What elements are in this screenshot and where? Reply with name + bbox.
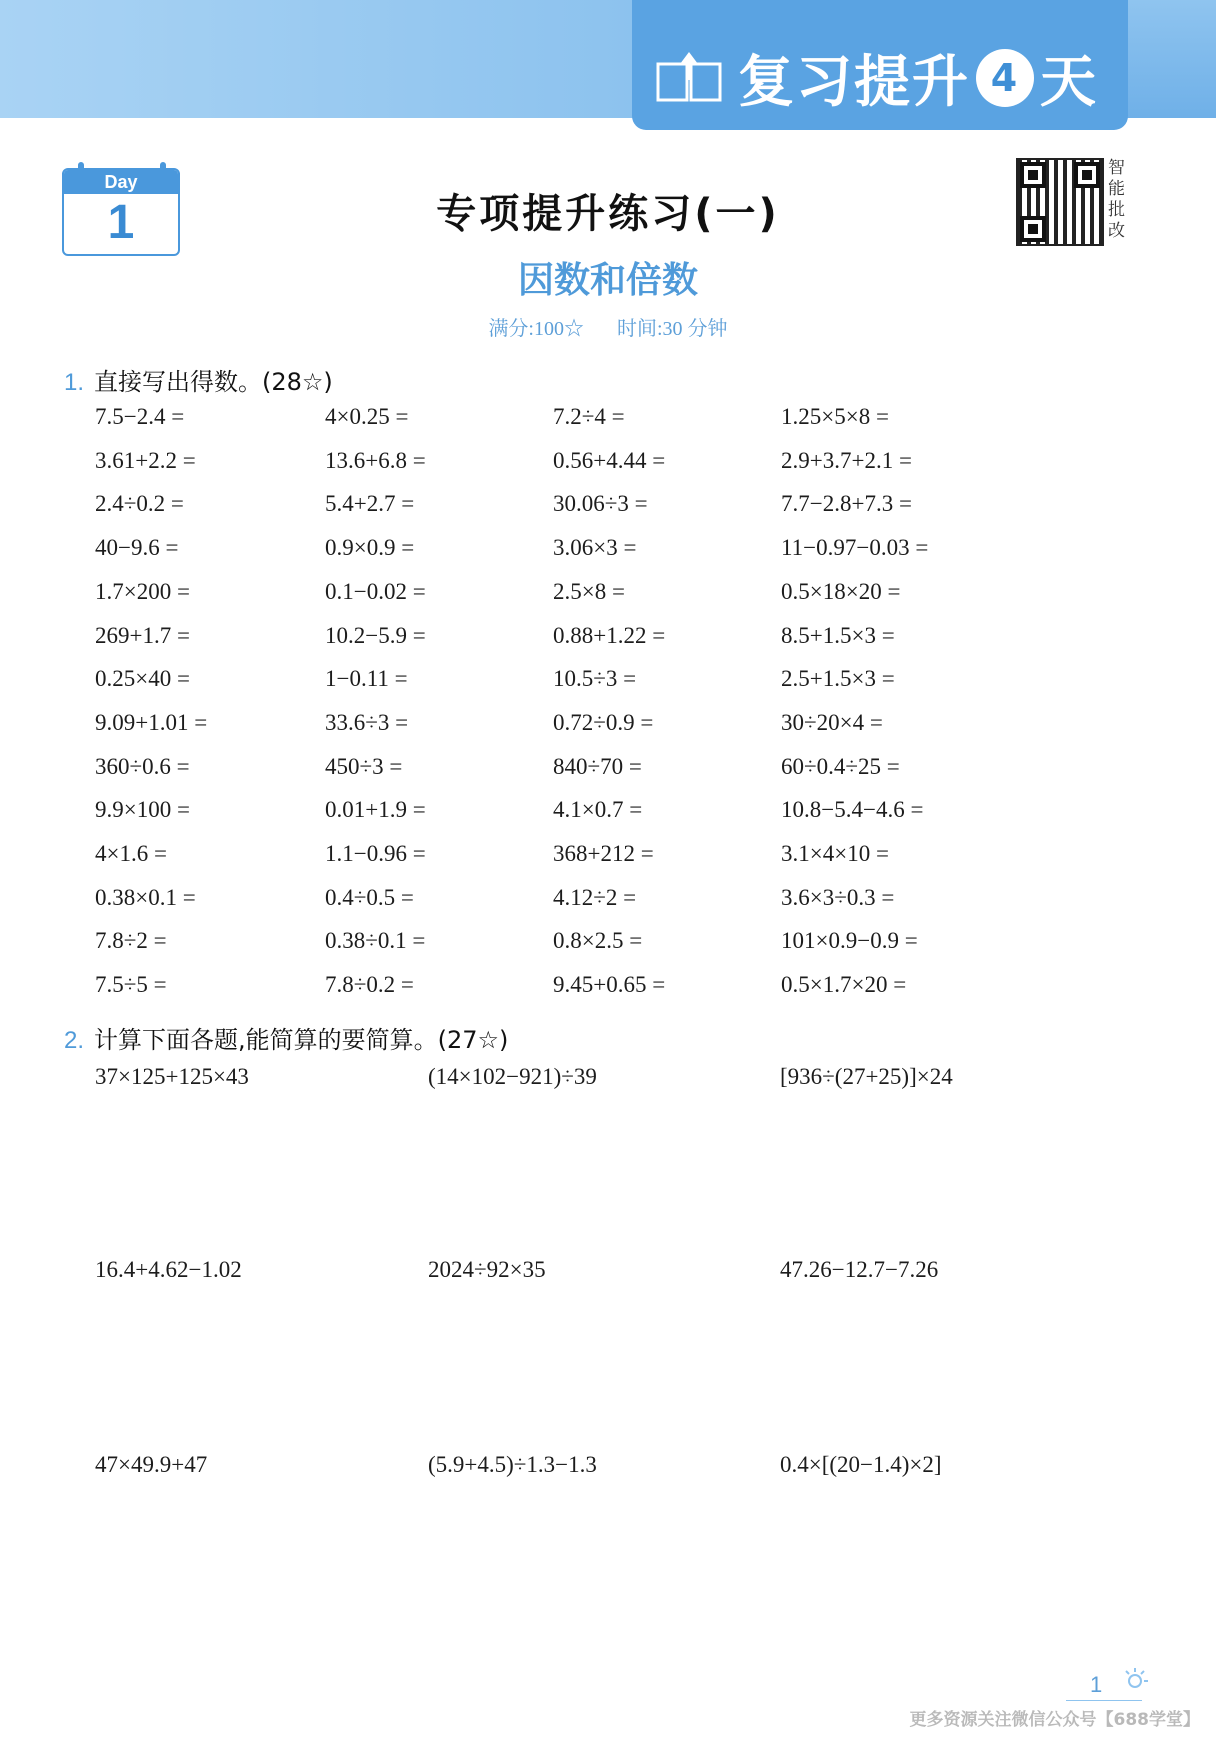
section-2-heading [64,1020,508,1055]
page-title: 专项提升练习(一) [436,191,780,237]
day-label: Day [64,170,178,194]
section-1-number: 1. [64,369,85,396]
section-2-title: 计算下面各题,能简算的要简算。(27☆) [94,1026,509,1054]
calc-problem: 16.4+4.62−1.02 [95,1257,242,1282]
calc-item: 3.61+2.2 = [95,447,196,473]
calc-item: 4.1×0.7 = [553,797,643,823]
calc-item: 2.5×8 = [553,578,625,604]
calc-item: 33.6÷3 = [325,709,409,735]
calc-problem: (14×102−921)÷39 [428,1064,597,1089]
calc-item: 840÷70 = [553,753,642,779]
calc-item: 3.06×3 = [553,535,637,561]
calc-row [95,448,1095,488]
calc-item: 101×0.9−0.9 = [781,928,918,954]
calc-item: 8.5+1.5×3 = [781,622,895,648]
calc-item: 9.09+1.01 = [95,709,208,735]
calc-item: 7.5÷5 = [95,972,167,998]
open-book-icon [654,50,724,106]
calc-problem: 2024÷92×35 [428,1257,546,1282]
calc-problem: (5.9+4.5)÷1.3−1.3 [428,1452,597,1477]
calc-problem: 47×49.9+47 [95,1452,208,1477]
section-1-title: 直接写出得数。(28☆) [94,368,333,396]
calc-item: 10.2−5.9 = [325,622,426,648]
calc-item: 0.72÷0.9 = [553,709,654,735]
calc-item: 40−9.6 = [95,535,179,561]
banner-title-text: 复习提升 [738,50,970,115]
banner-day-count: 4 [976,49,1034,107]
banner-title-suffix: 天 [1040,50,1098,115]
top-banner-left [0,0,640,118]
calc-item: 13.6+6.8 = [325,447,426,473]
day-number: 1 [107,196,135,249]
calc-row [95,928,1095,968]
section-2-number: 2. [64,1027,85,1054]
calc-item: 0.4÷0.5 = [325,884,414,910]
calc-item: 0.25×40 = [95,666,190,692]
calc-item: 4×1.6 = [95,841,167,866]
calc-item: 2.9+3.7+2.1 = [781,447,912,473]
footer-divider [1066,1700,1142,1701]
calc-item: 60÷0.4÷25 = [781,753,900,779]
calc-item: 0.5×1.7×20 = [781,972,907,998]
calc-row [95,754,1095,794]
calc-item: 2.5+1.5×3 = [781,666,895,692]
calc-problem: [936÷(27+25)]×24 [780,1064,953,1089]
calc-item: 7.2÷4 = [553,404,625,429]
calc-row [95,623,1095,663]
calc-item: 3.1×4×10 = [781,841,889,866]
calc-item: 368+212 = [553,841,654,866]
calc-item: 2.4÷0.2 = [95,491,184,517]
calc-row [95,579,1095,619]
calc-item: 0.1−0.02 = [325,578,426,604]
sun-swirl-icon [1118,1666,1152,1696]
calc-row [95,710,1095,750]
score-time-info [0,312,1216,341]
watermark-text: 更多资源关注微信公众号【688学堂】 [909,1710,1200,1730]
calc-item: 450÷3 = [325,753,403,779]
calc-row [95,491,1095,531]
calc-item: 3.6×3÷0.3 = [781,884,895,910]
calc-item: 30÷20×4 = [781,709,883,735]
calc-item: 1.7×200 = [95,578,190,604]
calc-item: 0.56+4.44 = [553,447,666,473]
calc-row [95,841,1095,881]
time-limit: 时间:30 分钟 [617,318,728,340]
calc-item: 11−0.97−0.03 = [781,535,929,561]
full-score: 满分:100☆ [488,318,584,340]
calc-item: 1−0.11 = [325,666,408,692]
calc-item: 0.38×0.1 = [95,884,196,910]
calc-item: 4×0.25 = [325,404,409,429]
calc-problem: 37×125+125×43 [95,1064,249,1089]
calc-item: 10.5÷3 = [553,666,637,692]
calc-row [95,535,1095,575]
calc-item: 0.5×18×20 = [781,578,901,604]
calc-item: 360÷0.6 = [95,753,190,779]
calc-item: 7.5−2.4 = [95,404,185,429]
calc-item: 269+1.7 = [95,622,190,648]
calc-item: 7.8÷2 = [95,928,167,954]
calc-row [95,972,1095,1012]
calc-item: 9.9×100 = [95,797,190,823]
calc-item: 0.01+1.9 = [325,797,426,823]
calc-item: 5.4+2.7 = [325,491,415,517]
page-subtitle: 因数和倍数 [517,259,698,301]
calc-item: 30.06÷3 = [553,491,648,517]
section-1-heading [64,362,333,397]
calc-item: 10.8−5.4−4.6 = [781,797,924,823]
calc-item: 9.45+0.65 = [553,972,666,998]
banner-title [654,38,1114,118]
calc-problem: 0.4×[(20−1.4)×2] [780,1452,942,1477]
calc-item: 0.88+1.22 = [553,622,666,648]
calc-item: 0.9×0.9 = [325,535,415,561]
page-number: 1 [1090,1672,1103,1697]
calc-item: 7.8÷0.2 = [325,972,414,998]
calc-item: 1.25×5×8 = [781,404,889,429]
calc-row [95,404,1095,444]
calc-item: 4.12÷2 = [553,884,637,910]
calc-item: 7.7−2.8+7.3 = [781,491,912,517]
calc-item: 0.38÷0.1 = [325,928,426,954]
calc-problem: 47.26−12.7−7.26 [780,1257,939,1282]
calc-item: 0.8×2.5 = [553,928,643,954]
calc-item: 1.1−0.96 = [325,841,426,866]
calc-row [95,797,1095,837]
calc-row [95,885,1095,925]
calc-row [95,666,1095,706]
qr-label: 智能批改 [1108,158,1125,241]
